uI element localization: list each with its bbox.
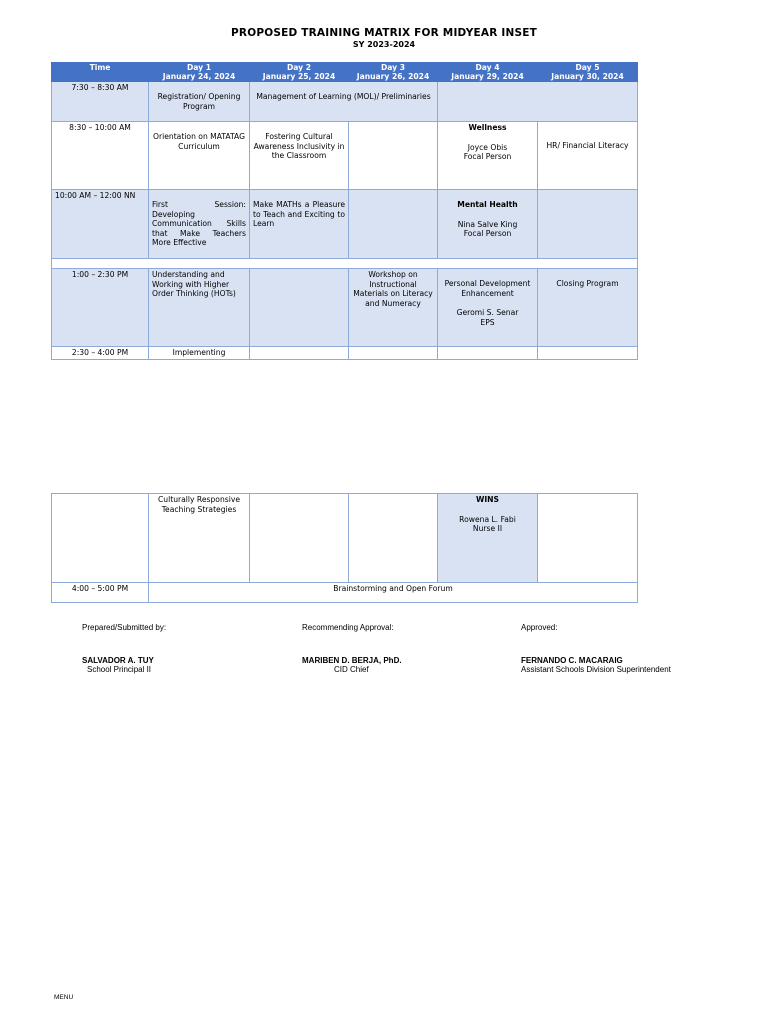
speaker-name: Rowena L. Fabi xyxy=(459,514,516,524)
time-cell: 8:30 – 10:00 AM xyxy=(52,122,149,190)
table-row xyxy=(52,190,638,259)
spacer-row xyxy=(52,259,638,269)
document-subtitle: SY 2023-2024 xyxy=(352,40,416,49)
signatory-label: Prepared/Submitted by: xyxy=(82,623,167,632)
header-day-4: Day 4 January 29, 2024 xyxy=(438,63,538,82)
signatory-label: Approved: xyxy=(521,623,558,632)
training-matrix-table xyxy=(51,62,638,360)
session-title: Mental Health xyxy=(457,200,518,209)
signatory-label: Recommending Approval: xyxy=(302,623,394,632)
session-cell xyxy=(438,269,538,347)
document-title: PROPOSED TRAINING MATRIX FOR MIDYEAR INSET xyxy=(231,27,537,39)
session-cell xyxy=(438,494,538,583)
speaker-name: Geromi S. Senar xyxy=(456,308,519,318)
empty-cell xyxy=(250,494,349,583)
time-cell: 1:00 – 2:30 PM xyxy=(52,269,149,347)
signatory-prepared xyxy=(82,623,166,674)
table-row xyxy=(52,82,638,122)
empty-cell xyxy=(250,347,349,360)
session-cell: Workshop on Instructional Materials on Literacy and Numeracy xyxy=(349,269,438,347)
session-title: Personal Development Enhancement xyxy=(444,279,531,298)
time-cell: 4:00 – 5:00 PM xyxy=(52,583,149,603)
spacer-cell xyxy=(52,259,638,269)
empty-cell xyxy=(349,190,438,259)
signatory-approved xyxy=(521,623,671,674)
table-row xyxy=(52,347,638,360)
menu-link[interactable]: MENU xyxy=(54,994,74,1001)
signatory-position: CID Chief xyxy=(334,665,369,674)
speaker-role: Focal Person xyxy=(463,229,512,239)
header-day-1: Day 1 January 24, 2024 xyxy=(149,63,250,82)
session-title: Wellness xyxy=(468,123,507,132)
header-day-5: Day 5 January 30, 2024 xyxy=(538,63,638,82)
table-row xyxy=(52,494,638,583)
session-cell: Brainstorming and Open Forum xyxy=(149,583,638,603)
signatory-name: FERNANDO C. MACARAIG xyxy=(521,656,623,665)
session-cell: Make MATHs a Pleasure to Teach and Exciting to Learn xyxy=(250,190,349,259)
signatory-position: School Principal II xyxy=(87,665,152,674)
session-cell: Culturally Responsive Teaching Strategies xyxy=(149,494,250,583)
session-cell xyxy=(438,190,538,259)
table-row xyxy=(52,269,638,347)
header-day-2: Day 2 January 25, 2024 xyxy=(250,63,349,82)
empty-cell xyxy=(538,347,638,360)
session-cell: Orientation on MATATAG Curriculum xyxy=(149,122,250,190)
empty-cell xyxy=(438,82,638,122)
signatory-recommending xyxy=(302,623,402,674)
speaker-role: EPS xyxy=(480,317,495,327)
session-cell: HR/ Financial Literacy xyxy=(538,122,638,190)
empty-cell xyxy=(349,122,438,190)
time-cell: 10:00 AM – 12:00 NN xyxy=(52,190,149,259)
signatory-name: MARIBEN D. BERJA, PhD. xyxy=(302,656,402,665)
speaker-name: Nina Salve King xyxy=(457,219,518,229)
empty-cell xyxy=(538,190,638,259)
training-matrix-table-continued xyxy=(51,493,638,603)
session-cell: Implementing xyxy=(149,347,250,360)
empty-cell xyxy=(52,494,149,583)
speaker-name: Joyce Obis xyxy=(467,142,508,152)
table-row xyxy=(52,583,638,603)
time-cell: 7:30 – 8:30 AM xyxy=(52,82,149,122)
time-cell: 2:30 – 4:00 PM xyxy=(52,347,149,360)
session-cell: Understanding and Working with Higher Order Thinking (HOTs) xyxy=(149,269,250,347)
session-cell xyxy=(438,122,538,190)
signatory-name: SALVADOR A. TUY xyxy=(82,656,154,665)
speaker-role: Nurse II xyxy=(472,524,503,534)
header-day-3: Day 3 January 26, 2024 xyxy=(349,63,438,82)
empty-cell xyxy=(349,494,438,583)
speaker-role: Focal Person xyxy=(463,152,512,162)
session-cell: Management of Learning (MOL)/ Preliminaries xyxy=(250,82,438,122)
session-cell: Closing Program xyxy=(538,269,638,347)
session-cell: Registration/ Opening Program xyxy=(149,82,250,122)
signatory-position: Assistant Schools Division Superintendent xyxy=(521,665,671,674)
session-cell: Fostering Cultural Awareness Inclusivity in the Classroom xyxy=(250,122,349,190)
table-header-row xyxy=(52,63,638,82)
session-cell: First Session: Developing Communication Skills that Make Teachers More Effective xyxy=(149,190,250,259)
empty-cell xyxy=(438,347,538,360)
table-row xyxy=(52,122,638,190)
session-title: WINS xyxy=(475,495,500,504)
empty-cell xyxy=(250,269,349,347)
empty-cell xyxy=(349,347,438,360)
empty-cell xyxy=(538,494,638,583)
header-time: Time xyxy=(52,63,149,82)
